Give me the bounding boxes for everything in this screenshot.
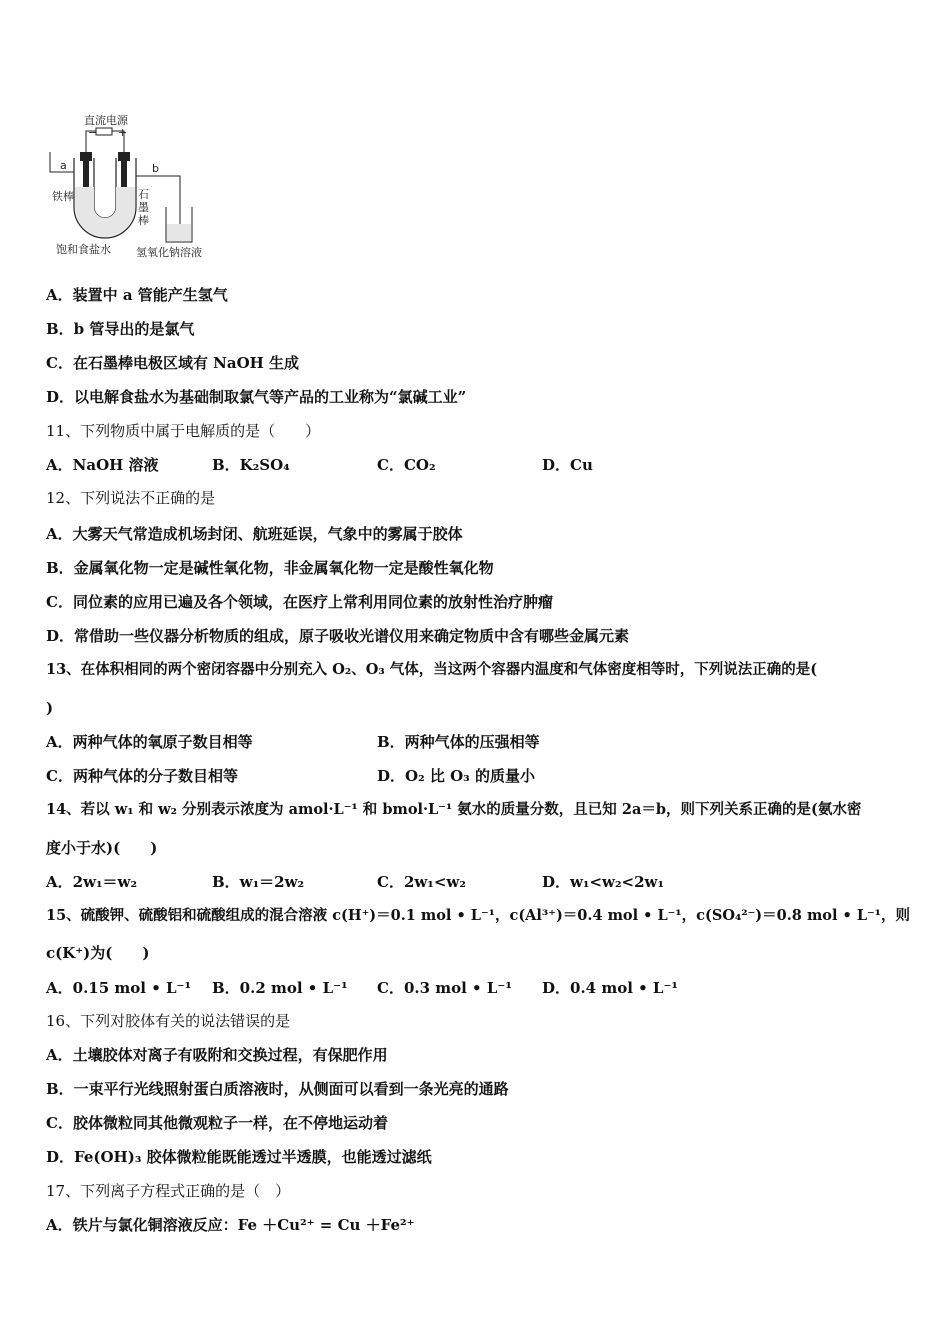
brine-label: 饱和食盐水 <box>56 243 111 256</box>
plus-label: + <box>118 126 128 139</box>
q13-option-a: A．两种气体的氧原子数目相等 <box>46 733 253 751</box>
q13-option-b: B．两种气体的压强相等 <box>377 733 540 751</box>
q14-option-d: D．w₁<w₂<2w₁ <box>542 873 665 891</box>
q14-option-c: C．2w₁<w₂ <box>377 873 466 891</box>
q15-stem: 15、硫酸钾、硫酸铝和硫酸组成的混合溶液 c(H⁺)＝0.1 mol • L⁻¹，c(Al³⁺)＝0.4 mol • L⁻¹，c(SO₄²⁻)＝0.8 mol • L⁻¹，则 <box>46 907 911 924</box>
q11-option-b: B．K₂SO₄ <box>212 456 290 474</box>
q13-stem-cont: ) <box>46 699 54 717</box>
q14-stem-cont: 度小于水)( ) <box>46 839 158 857</box>
q12-option-c: C．同位素的应用已遍及各个领域，在医疗上常利用同位素的放射性治疗肿瘤 <box>46 593 553 611</box>
naoh-label: 氢氧化钠溶液 <box>136 246 202 259</box>
q10-option-b: B．b 管导出的是氯气 <box>46 320 195 338</box>
q11-option-c: C．CO₂ <box>377 456 436 474</box>
q12-stem: 12、下列说法不正确的是 <box>46 489 216 507</box>
q15-stem-cont: c(K⁺)为( ) <box>46 944 150 962</box>
graphite-label-2: 墨 <box>138 201 149 214</box>
q10-option-c: C．在石墨棒电极区域有 NaOH 生成 <box>46 354 300 372</box>
q14-stem: 14、若以 w₁ 和 w₂ 分别表示浓度为 amol·L⁻¹ 和 bmol·L⁻¹ 氨水的质量分数，且已知 2a＝b，则下列关系正确的是(氨水密 <box>46 801 862 818</box>
q15-option-a: A．0.15 mol • L⁻¹ <box>46 979 192 997</box>
q13-stem: 13、在体积相同的两个密闭容器中分别充入 O₂、O₃ 气体，当这两个容器内温度和气体密度相等时，下列说法正确的是( <box>46 661 818 678</box>
q11-option-d: D．Cu <box>542 456 593 474</box>
electrolysis-diagram <box>44 112 219 262</box>
q10-option-a: A．装置中 a 管能产生氢气 <box>46 286 228 304</box>
q16-option-a: A．土壤胶体对离子有吸附和交换过程，有保肥作用 <box>46 1046 388 1064</box>
q14-option-b: B．w₁＝2w₂ <box>212 873 305 891</box>
q13-option-c: C．两种气体的分子数目相等 <box>46 767 238 785</box>
q15-option-d: D．0.4 mol • L⁻¹ <box>542 979 678 997</box>
q16-option-b: B．一束平行光线照射蛋白质溶液时，从侧面可以看到一条光亮的通路 <box>46 1080 509 1098</box>
graphite-label-3: 棒 <box>138 214 149 227</box>
minus-label: − <box>88 126 98 139</box>
q11-stem: 11、下列物质中属于电解质的是（ ） <box>46 422 321 440</box>
q11-option-a: A．NaOH 溶液 <box>46 456 159 474</box>
q12-option-d: D．常借助一些仪器分析物质的组成，原子吸收光谱仪用来确定物质中含有哪些金属元素 <box>46 627 630 645</box>
q16-option-c: C．胶体微粒同其他微观粒子一样，在不停地运动着 <box>46 1114 388 1132</box>
q12-option-b: B．金属氧化物一定是碱性氧化物，非金属氧化物一定是酸性氧化物 <box>46 559 494 577</box>
graphite-label-1: 石 <box>138 188 149 201</box>
q15-option-c: C．0.3 mol • L⁻¹ <box>377 979 512 997</box>
iron-rod-label: 铁棒 <box>52 190 74 203</box>
tube-b-label: b <box>152 162 159 175</box>
q13-option-d: D．O₂ 比 O₃ 的质量小 <box>377 767 535 785</box>
q17-stem: 17、下列离子方程式正确的是（ ） <box>46 1182 291 1200</box>
q16-option-d: D．Fe(OH)₃ 胶体微粒能既能透过半透膜，也能透过滤纸 <box>46 1148 432 1166</box>
q15-option-b: B．0.2 mol • L⁻¹ <box>212 979 348 997</box>
tube-a-label: a <box>60 159 67 172</box>
q12-option-a: A．大雾天气常造成机场封闭、航班延误，气象中的雾属于胶体 <box>46 525 463 543</box>
q17-option-a: A．铁片与氯化铜溶液反应：Fe ＋Cu²⁺ = Cu ＋Fe²⁺ <box>46 1216 415 1234</box>
q14-option-a: A．2w₁＝w₂ <box>46 873 138 891</box>
q16-stem: 16、下列对胶体有关的说法错误的是 <box>46 1012 291 1030</box>
q10-option-d: D．以电解食盐水为基础制取氯气等产品的工业称为“氯碱工业” <box>46 388 467 406</box>
power-label: 直流电源 <box>84 114 128 127</box>
